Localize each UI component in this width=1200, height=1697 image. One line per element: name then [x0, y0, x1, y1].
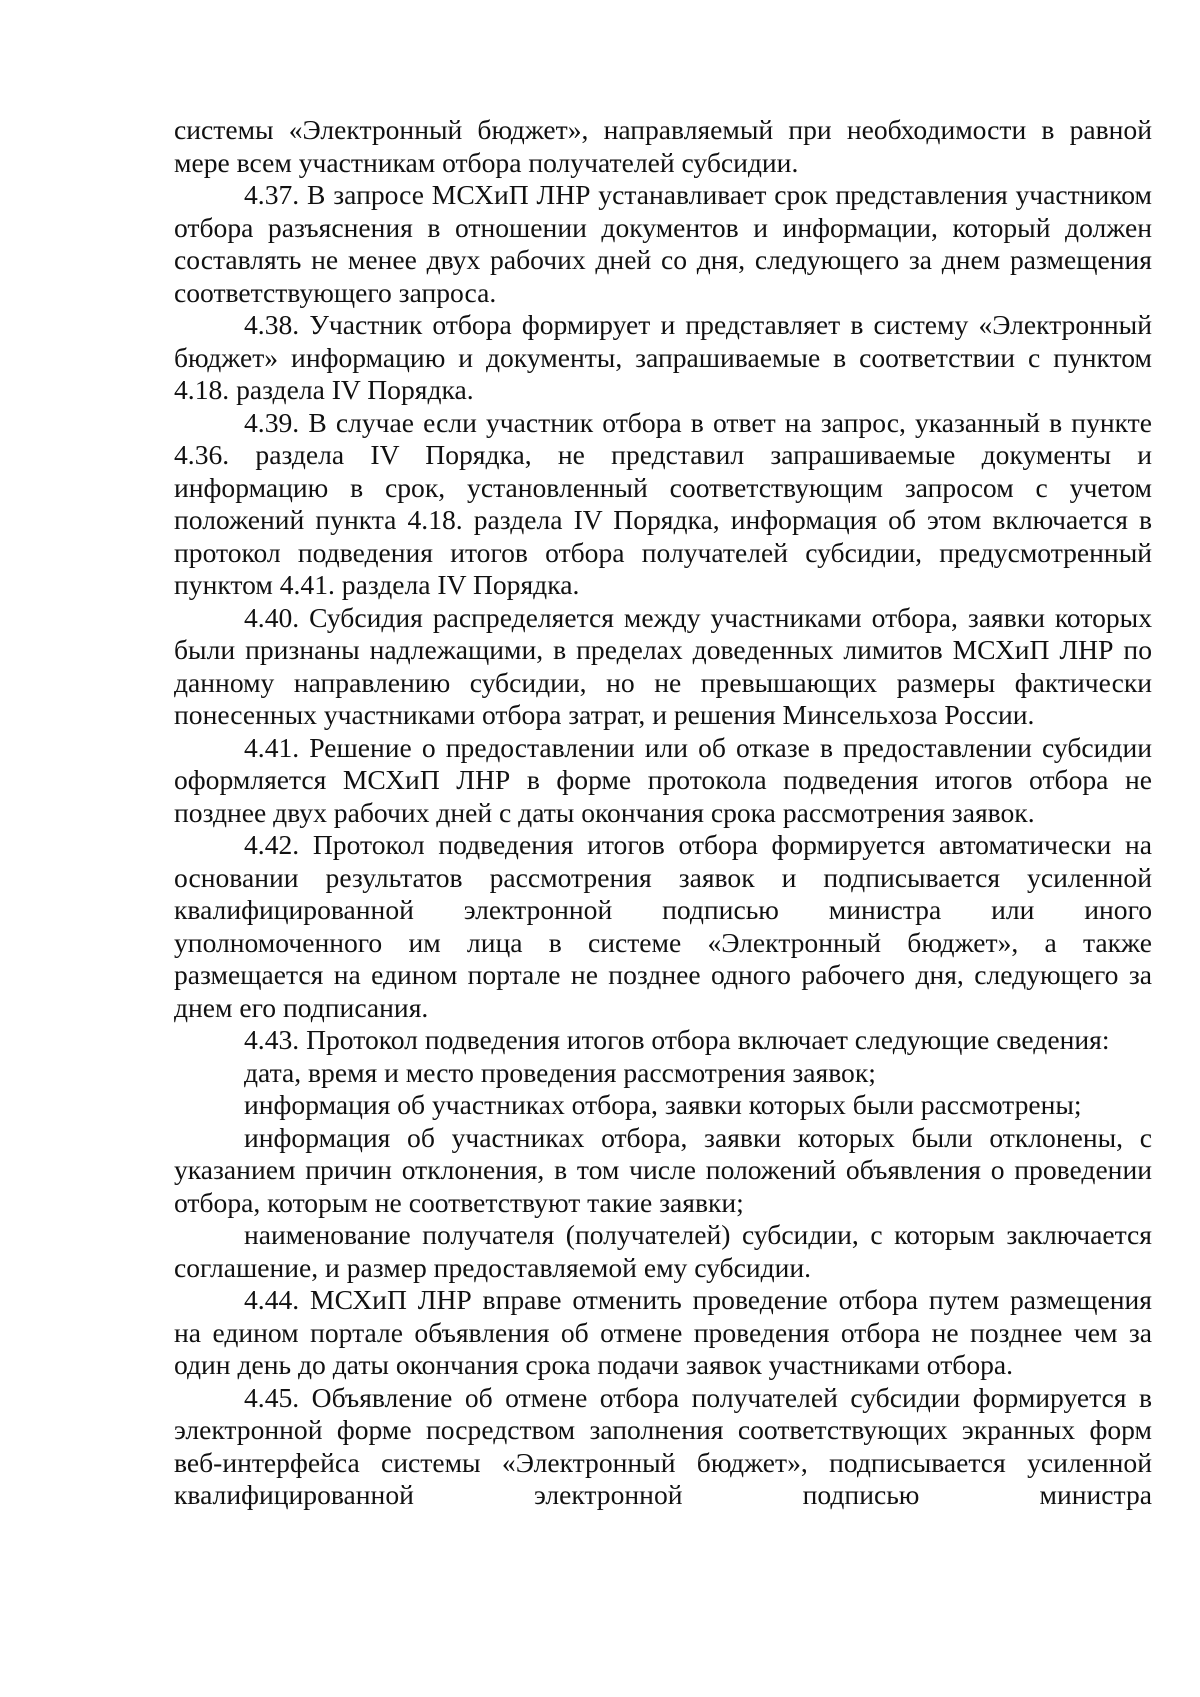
paragraph-4-36-cont: системы «Электронный бюджет», направляемый при необходимости в равной мере всем участникам отбора получателей субсидии. — [174, 114, 1152, 178]
paragraph-4-42: 4.42. Протокол подведения итогов отбора формируется автоматически на основании результатов рассмотрения заявок и подписывается усиленной квалифицированной электронной подписью министра или иного уполномоченного им лица в системе «Электронный бюджет», а также размещается на едином портале не позднее одного рабочего дня, следующего за днем его подписания. — [174, 829, 1152, 1023]
paragraph-4-40: 4.40. Субсидия распределяется между участниками отбора, заявки которых были признаны надлежащими, в пределах доведенных лимитов МСХиП ЛНР по данному направлению субсидии, но не превышающих размеры фактически понесенных участниками отбора затрат, и решения Минсельхоза России. — [174, 601, 1152, 730]
paragraph-4-43: 4.43. Протокол подведения итогов отбора включает следующие сведения: — [244, 1024, 1110, 1055]
list-item-recipient-name: наименование получателя (получателей) субсидии, с которым заключается соглашение, и размер предоставляемой ему субсидии. — [174, 1219, 1152, 1283]
paragraph-4-45: 4.45. Объявление об отмене отбора получателей субсидии формируется в электронной форме посредством заполнения соответствующих экранных форм веб-интерфейса системы «Электронный бюджет», подписывается усиленной квалифицированной электронной подписью министра — [174, 1381, 1152, 1510]
document-body — [174, 114, 1152, 1512]
paragraph-4-39: 4.39. В случае если участник отбора в ответ на запрос, указанный в пункте 4.36. раздела IV Порядка, не представил запрашиваемые документы и информацию в срок, установленный соответствующим запросом с учетом положений пункта 4.18. раздела IV Порядка, информация об этом включается в протокол подведения итогов отбора получателей субсидии, предусмотренный пунктом 4.41. раздела IV Порядка. — [174, 406, 1152, 600]
paragraph-4-38: 4.38. Участник отбора формирует и представляет в систему «Электронный бюджет» информацию и документы, запрашиваемые в соответствии с пунктом 4.18. раздела IV Порядка. — [174, 309, 1152, 405]
paragraph-4-44: 4.44. МСХиП ЛНР вправе отменить проведение отбора путем размещения на едином портале объявления об отмене проведения отбора не позднее чем за один день до даты окончания срока подачи заявок участниками отбора. — [174, 1284, 1152, 1380]
list-item-rejected-participants: информация об участниках отбора, заявки которых были отклонены, с указанием причин отклонения, в том числе положений объявления о проведении отбора, которым не соответствуют такие заявки; — [174, 1121, 1152, 1218]
list-item-date-time-place: дата, время и место проведения рассмотрения заявок; — [244, 1056, 876, 1088]
paragraph-4-41: 4.41. Решение о предоставлении или об отказе в предоставлении субсидии оформляется МСХиП ЛНР в форме протокола подведения итогов отбора не позднее двух рабочих дней с даты окончания срока рассмотрения заявок. — [174, 731, 1152, 828]
list-item-reviewed-participants: информация об участниках отбора, заявки которых были рассмотрены; — [244, 1089, 1082, 1120]
paragraph-4-37: 4.37. В запросе МСХиП ЛНР устанавливает срок представления участником отбора разъяснения в отношении документов и информации, который должен составлять не менее двух рабочих дней со дня, следующего за днем размещения соответствующего запроса. — [174, 179, 1152, 308]
